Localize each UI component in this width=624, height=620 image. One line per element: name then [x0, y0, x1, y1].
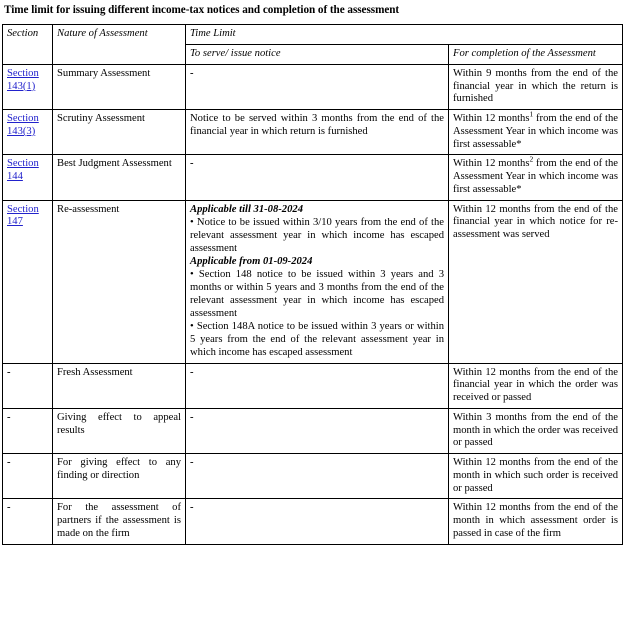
cell-nature-of-assessment: For the assessment of partners if the assessment is made on the firm: [53, 499, 186, 544]
completion-text: Within 12 months: [453, 113, 530, 125]
section-dash: -: [7, 457, 11, 469]
time-limit-table: [2, 24, 623, 544]
section-dash: -: [7, 366, 11, 378]
cell-nature-of-assessment: Scrutiny Assessment: [53, 110, 186, 155]
cell-to-serve-issue-notice: [186, 200, 449, 363]
section-link[interactable]: Section 143(3): [7, 113, 39, 137]
cell-nature-of-assessment: Fresh Assessment: [53, 363, 186, 408]
cell-for-completion: [449, 64, 623, 109]
cell-nature-of-assessment: Giving effect to appeal results: [53, 408, 186, 453]
section-link[interactable]: Section 144: [7, 158, 39, 183]
table-body: [3, 64, 623, 544]
footnote-marker: 1: [529, 109, 534, 119]
cell-for-completion: [449, 200, 623, 363]
table-row: [3, 363, 623, 408]
cell-for-completion: [449, 454, 623, 499]
table-row: [3, 408, 623, 453]
section-dash: -: [7, 502, 11, 514]
to-serve-dash: -: [190, 411, 194, 423]
cell-section: [3, 454, 53, 499]
cell-to-serve-issue-notice: [186, 454, 449, 499]
applicability-heading: Applicable till 31-08-2024: [190, 203, 303, 215]
cell-for-completion: [449, 499, 623, 544]
cell-section: [3, 363, 53, 408]
page-title: Time limit for issuing different income-tax notices and completion of the assessment: [4, 4, 400, 16]
cell-to-serve-issue-notice: [186, 155, 449, 200]
to-serve-dash: -: [190, 67, 194, 79]
notice-bullet: • Notice to be issued within 3/10 years from the end of the relevant assessment year in which income has escaped assessment: [190, 217, 444, 254]
table-header-row-1: [3, 25, 623, 45]
notice-bullet: • Section 148 notice to be issued within 3 years and 3 months or within 5 years and 3 months from the end of the relevant assessment year in which income has escaped assessment: [190, 269, 444, 319]
completion-text: Within 12 months from the end of the financial year in which the order was received or passed: [453, 366, 618, 404]
column-header-time-limit: Time Limit: [186, 25, 623, 45]
table-row: [3, 499, 623, 544]
table-row: [3, 110, 623, 155]
to-serve-text: Notice to be served within 3 months from the end of the financial year in which return is furnished: [190, 113, 444, 137]
completion-text: Within 9 months from the end of the financial year in which the return is furnished: [453, 67, 618, 105]
section-dash: -: [7, 411, 11, 423]
cell-for-completion: [449, 408, 623, 453]
cell-to-serve-issue-notice: [186, 64, 449, 109]
table-row: [3, 200, 623, 363]
cell-to-serve-issue-notice: [186, 408, 449, 453]
completion-text: Within 12 months from the end of the financial year in which notice for re-assessment was served: [453, 203, 618, 241]
cell-for-completion: [449, 110, 623, 155]
completion-text-cont: from the end of the Assessment Year in which income was first assessable*: [453, 113, 618, 150]
to-serve-dash: -: [190, 502, 194, 514]
section-link[interactable]: Section 143(1): [7, 67, 39, 92]
table-row: [3, 454, 623, 499]
section-link[interactable]: Section 147: [7, 203, 39, 228]
column-header-section: Section: [3, 25, 53, 65]
cell-to-serve-issue-notice: [186, 499, 449, 544]
completion-text-cont: from the end of the Assessment Year in which income was first assessable*: [453, 158, 618, 195]
cell-section: [3, 408, 53, 453]
cell-nature-of-assessment: Best Judgment Assessment: [53, 155, 186, 200]
cell-for-completion: [449, 155, 623, 200]
cell-section: [3, 64, 53, 109]
cell-to-serve-issue-notice: [186, 363, 449, 408]
table-header: [3, 25, 623, 65]
cell-section: [3, 499, 53, 544]
cell-section: [3, 110, 53, 155]
completion-text: Within 12 months from the end of the month in which such order is received or passed: [453, 457, 618, 494]
cell-section: [3, 200, 53, 363]
cell-section: [3, 155, 53, 200]
completion-text: Within 12 months from the end of the month in which assessment order is passed in case of the firm: [453, 502, 618, 539]
to-serve-dash: -: [190, 366, 194, 378]
cell-for-completion: [449, 363, 623, 408]
completion-text: Within 12 months: [453, 158, 530, 170]
to-serve-dash: -: [190, 158, 194, 170]
cell-nature-of-assessment: Re-assessment: [53, 200, 186, 363]
cell-nature-of-assessment: For giving effect to any finding or direction: [53, 454, 186, 499]
column-header-nature: Nature of Assessment: [53, 25, 186, 65]
to-serve-dash: -: [190, 457, 194, 469]
column-header-for-completion: For completion of the Assessment: [449, 45, 623, 65]
cell-nature-of-assessment: Summary Assessment: [53, 64, 186, 109]
completion-text: Within 3 months from the end of the month in which the order was received or passed: [453, 411, 618, 449]
table-row: [3, 155, 623, 200]
column-header-to-serve: To serve/ issue notice: [186, 45, 449, 65]
cell-to-serve-issue-notice: [186, 110, 449, 155]
footnote-marker: 2: [529, 154, 534, 164]
applicability-heading: Applicable from 01-09-2024: [190, 255, 313, 267]
table-row: [3, 64, 623, 109]
notice-bullet: • Section 148A notice to be issued within 3 years or within 5 years from the end of the relevant assessment year in which income has escaped assessment: [190, 321, 444, 358]
